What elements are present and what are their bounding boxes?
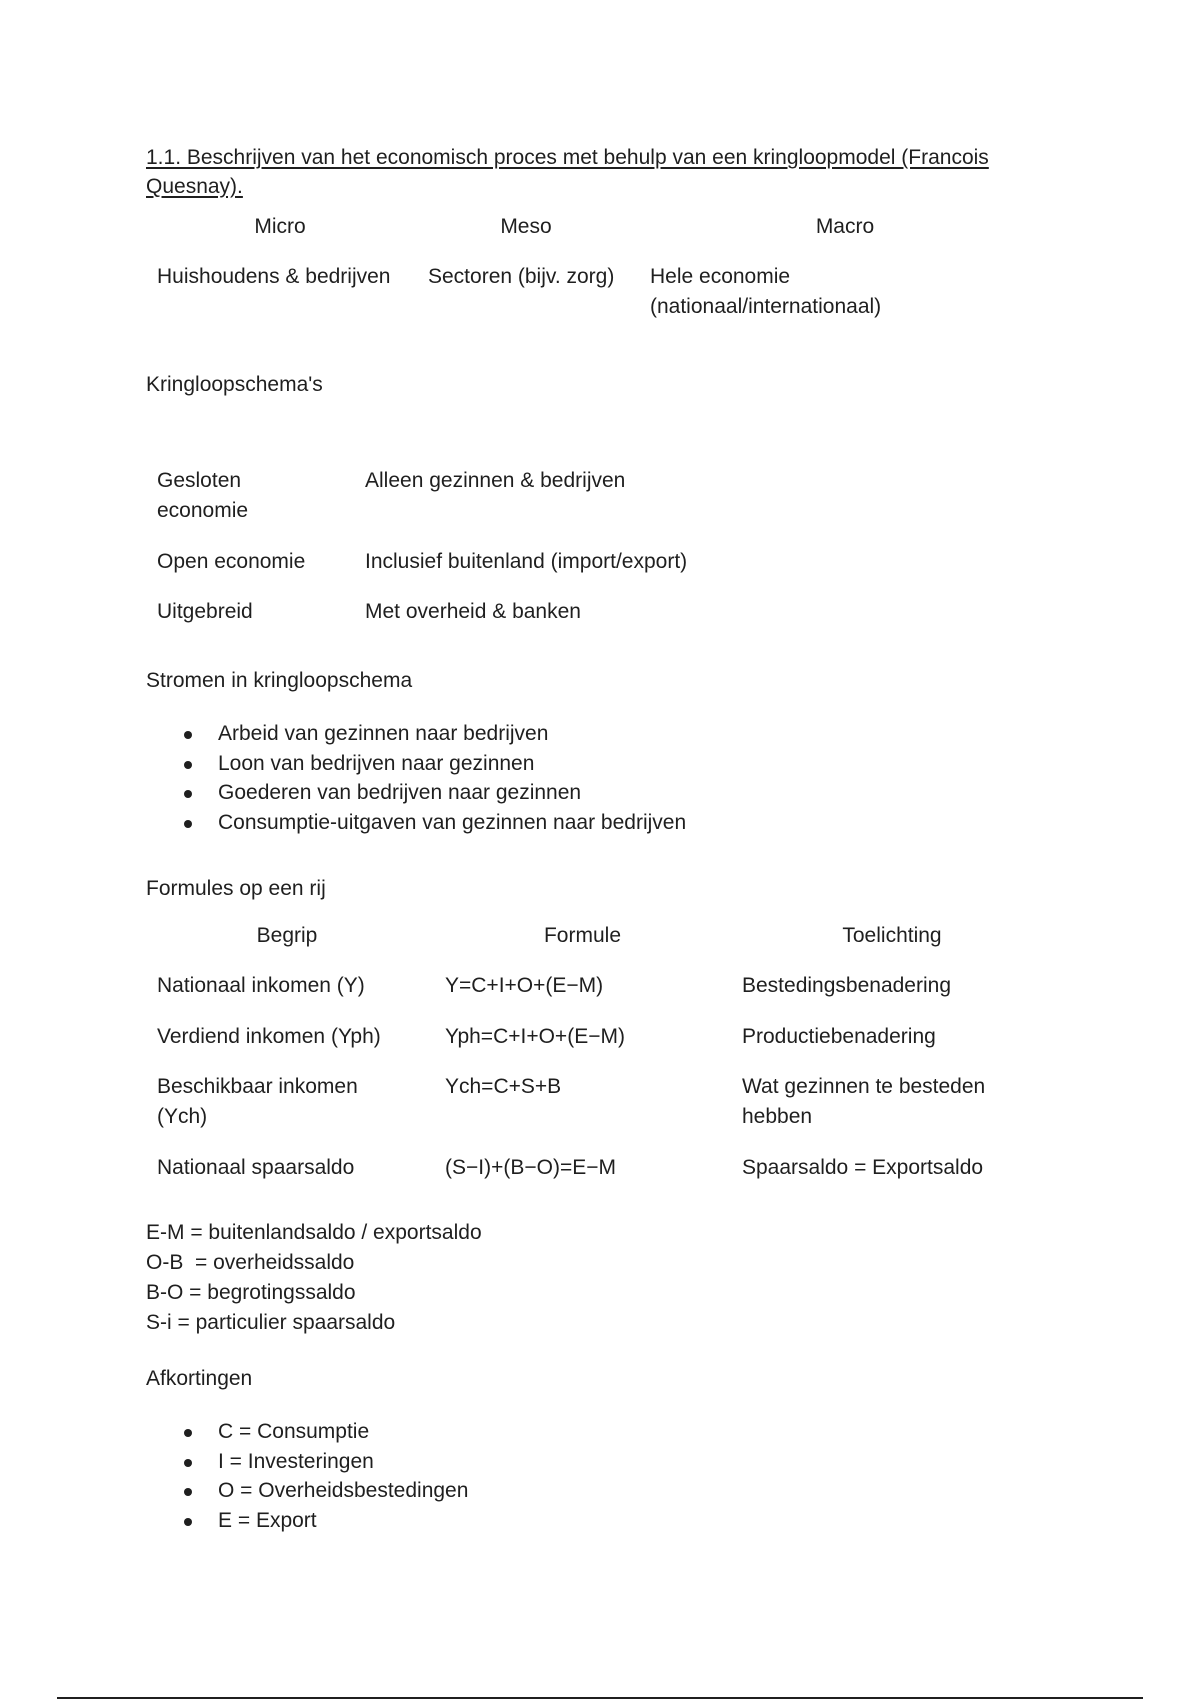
formules-header-begrip: Begrip xyxy=(256,924,318,947)
formules-begrip-cell: Verdiend inkomen (Yph) xyxy=(157,1025,381,1048)
levels-header-micro: Micro xyxy=(254,215,306,238)
kringloop-desc-cell: Inclusief buitenland (import/export) xyxy=(365,550,688,573)
list-item: Consumptie-uitgaven van gezinnen naar bedrijven xyxy=(146,808,686,838)
saldo-line: B-O = begrotingssaldo xyxy=(146,1281,356,1304)
saldo-line: O-B = overheidssaldo xyxy=(146,1251,355,1274)
formules-toelichting-cell: Spaarsaldo = Exportsaldo xyxy=(742,1156,984,1179)
kringloop-type-cell: Uitgebreid xyxy=(157,600,253,623)
list-item: C = Consumptie xyxy=(146,1417,468,1447)
list-item: Loon van bedrijven naar gezinnen xyxy=(146,749,686,779)
afkortingen-list xyxy=(146,1417,468,1535)
stromen-list xyxy=(146,719,686,837)
formules-formule-cell: (S−I)+(B−O)=E−M xyxy=(445,1156,616,1179)
list-item: O = Overheidsbestedingen xyxy=(146,1476,468,1506)
formules-header-formule: Formule xyxy=(543,924,622,947)
formules-formule-cell: Yph=C+I+O+(E−M) xyxy=(445,1025,625,1048)
levels-header-macro: Macro xyxy=(815,215,875,238)
list-item: I = Investeringen xyxy=(146,1447,468,1477)
formules-toelichting-cell: Wat gezinnen te besteden hebben xyxy=(742,1075,986,1128)
list-item: E = Export xyxy=(146,1506,468,1536)
formules-toelichting-cell: Bestedingsbenadering xyxy=(742,974,951,997)
levels-value-micro: Huishoudens & bedrijven xyxy=(157,265,391,288)
levels-header-meso: Meso xyxy=(500,215,552,238)
kringloop-type-cell: Gesloten economie xyxy=(157,469,249,522)
formules-begrip-cell: Beschikbaar inkomen (Ych) xyxy=(157,1075,358,1128)
saldo-line: E-M = buitenlandsaldo / exportsaldo xyxy=(146,1221,482,1244)
formules-begrip-cell: Nationaal spaarsaldo xyxy=(157,1156,355,1179)
kringloop-desc-cell: Alleen gezinnen & bedrijven xyxy=(365,469,626,492)
levels-value-meso: Sectoren (bijv. zorg) xyxy=(428,265,615,288)
afkortingen-heading: Afkortingen xyxy=(146,1367,253,1390)
formules-formule-cell: Ych=C+S+B xyxy=(445,1075,562,1098)
kringloop-heading: Kringloopschema's xyxy=(146,373,323,396)
list-item: Arbeid van gezinnen naar bedrijven xyxy=(146,719,686,749)
stromen-heading: Stromen in kringloopschema xyxy=(146,669,413,692)
saldi-block xyxy=(146,1218,482,1338)
formules-begrip-cell: Nationaal inkomen (Y) xyxy=(157,974,365,997)
formules-header-toelichting: Toelichting xyxy=(842,924,942,947)
saldo-line: S-i = particulier spaarsaldo xyxy=(146,1311,396,1334)
section-title: 1.1. Beschrijven van het economisch proces met behulp van een kringloopmodel (Francois Quesnay). xyxy=(146,146,989,198)
list-item: Goederen van bedrijven naar gezinnen xyxy=(146,778,686,808)
kringloop-desc-cell: Met overheid & banken xyxy=(365,600,581,623)
formules-toelichting-cell: Productiebenadering xyxy=(742,1025,936,1048)
kringloop-type-cell: Open economie xyxy=(157,550,306,573)
levels-value-macro: Hele economie (nationaal/internationaal) xyxy=(650,265,882,318)
formules-heading: Formules op een rij xyxy=(146,877,326,900)
formules-formule-cell: Y=C+I+O+(E−M) xyxy=(445,974,604,997)
footer-divider xyxy=(57,1697,1143,1699)
